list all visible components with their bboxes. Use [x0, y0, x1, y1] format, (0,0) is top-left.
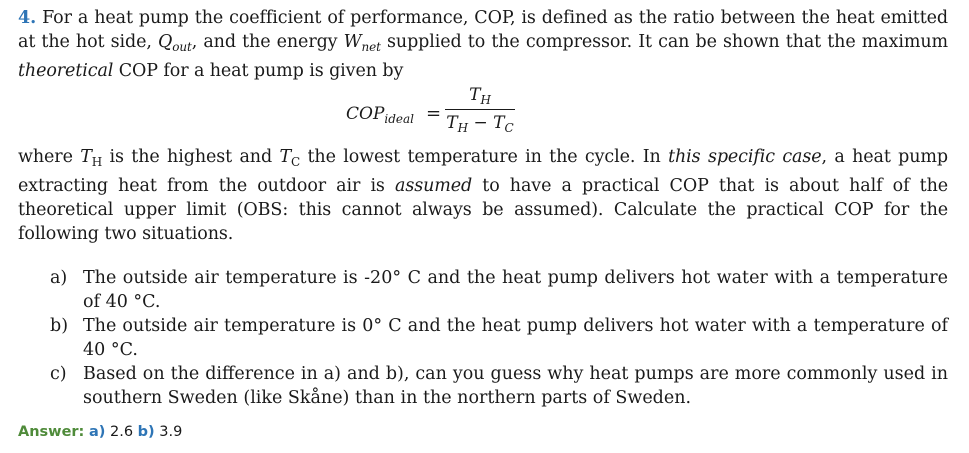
- den-left-subscript: H: [457, 121, 469, 135]
- list-item: [18, 362, 948, 410]
- den-minus: −: [468, 113, 494, 133]
- intro-text-c: supplied to the compressor. It can be shown that the maximum: [380, 32, 949, 52]
- sub-questions-list: [18, 266, 948, 410]
- list-item-text: Based on the difference in a) and b), can you guess why heat pumps are more commonly used in southern Sweden (like Skåne) than in the northern parts of Sweden.: [83, 364, 948, 408]
- numerator-symbol: T: [469, 85, 481, 105]
- q-subscript: out: [172, 40, 192, 54]
- answer-b-label: b): [137, 424, 155, 440]
- problem-document: [18, 6, 949, 440]
- tc-symbol: T: [279, 147, 292, 167]
- where-text-4: , a heat pump extracting heat from the outdoor air is: [18, 147, 949, 196]
- answer-b-value: 3.9: [159, 424, 183, 440]
- formula-lhs-subscript: ideal: [384, 112, 415, 126]
- den-right-subscript: C: [504, 121, 514, 135]
- formula-numerator: [445, 85, 515, 109]
- tc-subscript: C: [291, 155, 301, 169]
- formula-fraction: [445, 85, 515, 135]
- cop-formula: [18, 83, 948, 145]
- formula-denominator: [445, 113, 515, 135]
- answer-a-label: a): [88, 424, 106, 440]
- answer-a-value: 2.6: [110, 424, 134, 440]
- where-text-1: where: [18, 147, 81, 167]
- list-marker: b): [50, 316, 69, 336]
- question-number: 4.: [18, 8, 37, 28]
- where-text-5: to have a practical COP that is about half of the theoretical upper limit (OBS: this cannot always be assumed). Calculate the practical COP for the following two situations.: [18, 176, 949, 244]
- th-subscript: H: [91, 155, 103, 169]
- list-item-text: The outside air temperature is -20° C and the heat pump delivers hot water with a temperature of 40 °C.: [83, 268, 948, 312]
- where-emphasis-1: this specific case: [668, 147, 822, 167]
- w-symbol: W: [343, 32, 362, 52]
- den-left-symbol: T: [446, 113, 458, 133]
- formula-lhs: [346, 104, 414, 126]
- th-symbol: T: [80, 147, 92, 167]
- question-intro: [18, 6, 948, 83]
- formula-lhs-symbol: COP: [346, 104, 385, 124]
- w-subscript: net: [361, 40, 381, 54]
- list-marker: a): [50, 268, 68, 288]
- answer-label: Answer:: [18, 424, 85, 440]
- formula-equals: =: [426, 103, 442, 124]
- numerator-subscript: H: [480, 93, 491, 107]
- intro-text-d: COP for a heat pump is given by: [113, 61, 404, 81]
- answer-line: [18, 424, 182, 440]
- list-item: [18, 266, 948, 314]
- list-marker: c): [50, 364, 67, 384]
- q-symbol: Q: [158, 32, 173, 52]
- intro-text-a: For a heat pump the coefficient of performance, COP, is defined as the ratio between the heat emitted at the hot side,: [18, 8, 949, 52]
- where-paragraph: [18, 145, 948, 246]
- list-item: [18, 314, 948, 362]
- fraction-bar: [445, 109, 515, 110]
- where-text-2: is the highest and: [102, 147, 280, 167]
- intro-text-b: , and the energy: [191, 32, 344, 52]
- den-right-symbol: T: [493, 113, 505, 133]
- intro-emphasis: theoretical: [18, 61, 114, 81]
- where-text-3: the lowest temperature in the cycle. In: [300, 147, 669, 167]
- where-emphasis-2: assumed: [394, 176, 473, 196]
- list-item-text: The outside air temperature is 0° C and the heat pump delivers hot water with a temperature of 40 °C.: [83, 316, 948, 360]
